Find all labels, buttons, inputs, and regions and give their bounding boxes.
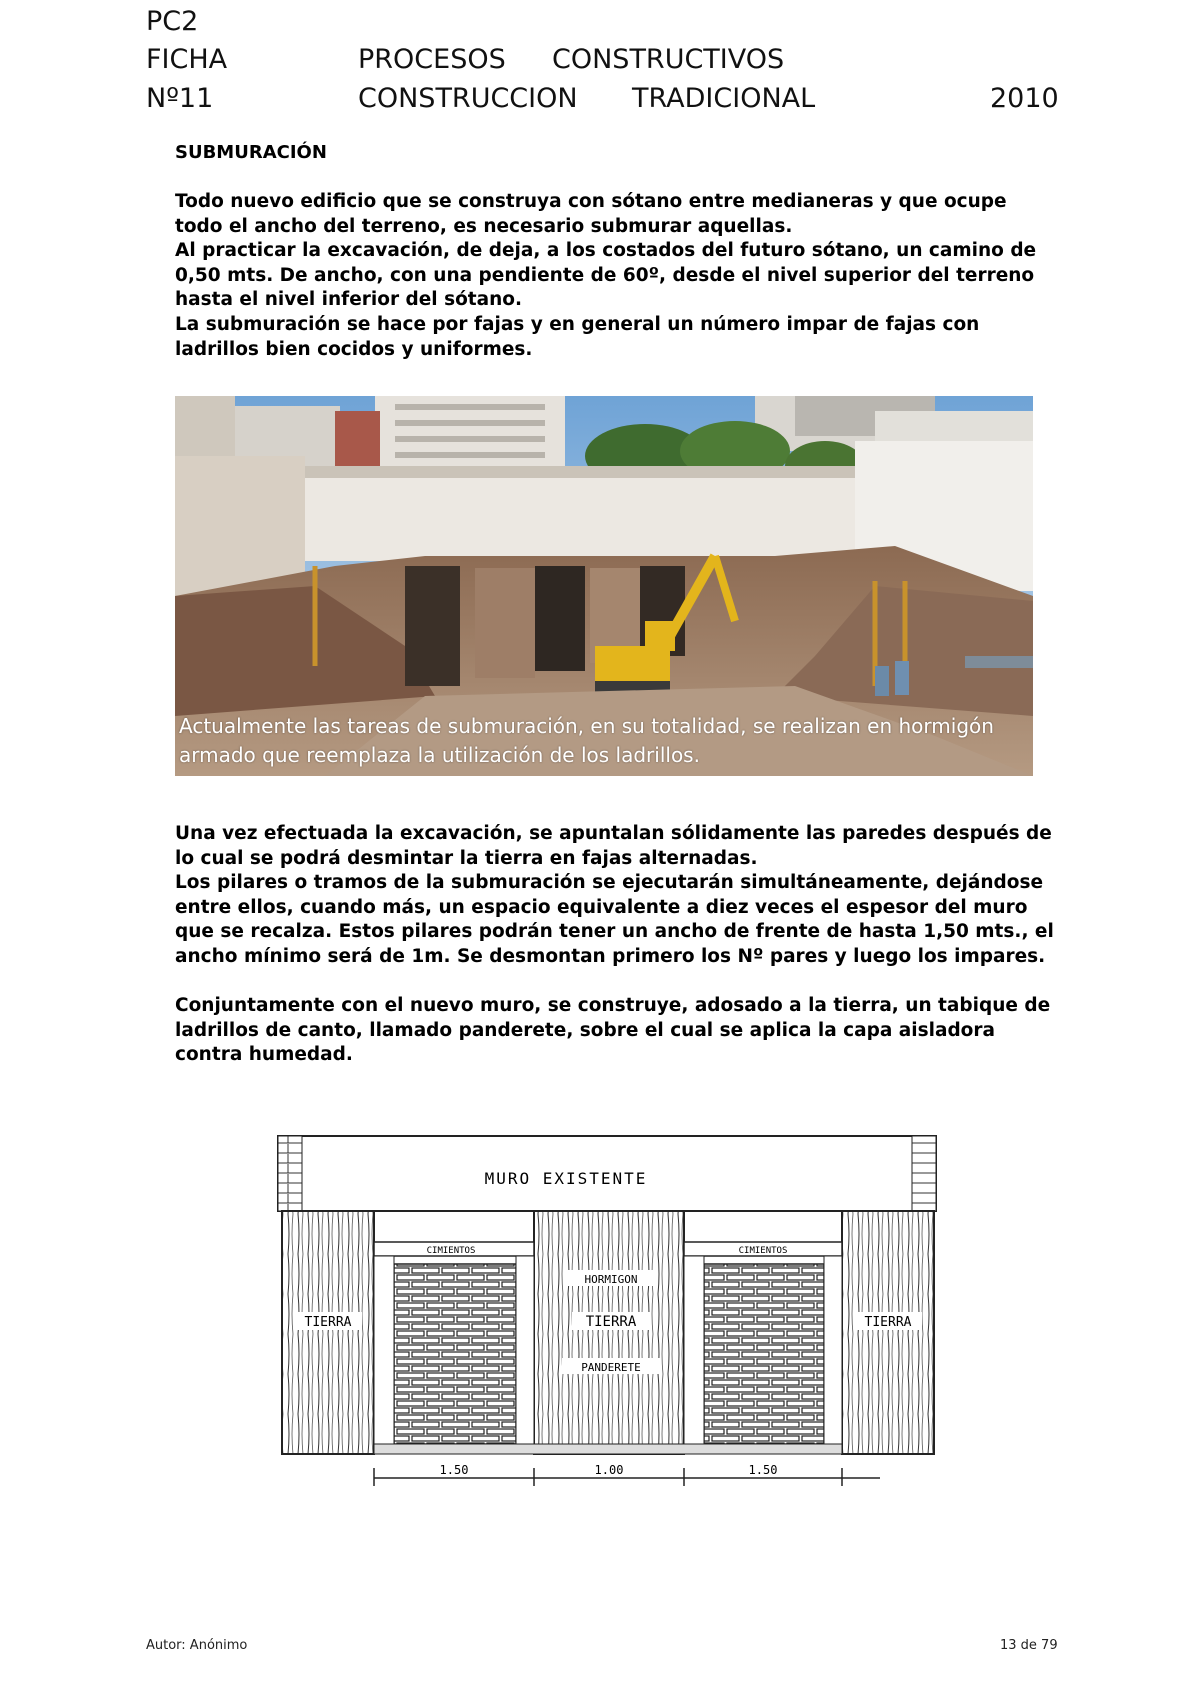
brick-pillar-right <box>704 1264 824 1444</box>
header-year: 2010 <box>990 83 1059 114</box>
header-title-constructivos: CONSTRUCTIVOS <box>552 44 785 75</box>
earth-right <box>842 1211 934 1454</box>
header-pc2: PC2 <box>146 6 199 37</box>
tierra-left-label: TIERRA <box>304 1315 352 1330</box>
header-title-procesos: PROCESOS <box>358 44 506 75</box>
cimientos-right-label: CIMIENTOS <box>738 1246 788 1256</box>
hormigon-label: HORMIGON <box>584 1273 638 1286</box>
intro-text <box>175 190 1055 362</box>
tierra-center-label: TIERRA <box>585 1314 637 1330</box>
footer-author: Autor: Anónimo <box>146 1638 248 1653</box>
muro-existente-label: MURO EXISTENTE <box>484 1169 648 1188</box>
intro-paragraph-1: Todo nuevo edificio que se construya con sótano entre medianeras y que ocupe todo el ancho del terreno, es necesario submurar aquellas. <box>175 191 1007 237</box>
photo-caption: Actualmente las tareas de submuración, en su totalidad, se realizan en hormigón armado que reemplaza la utilización de los ladrillos. <box>179 714 994 767</box>
excavation-photo <box>175 396 1033 776</box>
header-ficha-label: FICHA <box>146 44 228 75</box>
body-paragraph-2: Los pilares o tramos de la submuración se ejecutarán simultáneamente, dejándose entre ellos, cuando más, un espacio equivalente a diez veces el espesor del muro que se recalza. Estos pilares podrán tener un ancho de frente de hasta 1,50 mts., el ancho mínimo será de 1m. Se desmontan primero los Nº pares y luego los impares. <box>175 872 1054 967</box>
closing-text <box>175 994 1055 1068</box>
intro-paragraph-2: Al practicar la excavación, de deja, a los costados del futuro sótano, un camino de 0,50 mts. De ancho, con una pendiente de 60º, desde el nivel superior del terreno hasta el nivel inferior del sótano. <box>175 240 1037 311</box>
body-text <box>175 822 1055 970</box>
earth-left <box>282 1211 374 1454</box>
header-title-construccion: CONSTRUCCION <box>358 83 578 114</box>
intro-paragraph-3: La submuración se hace por fajas y en general un número impar de fajas con ladrillos bien cocidos y uniformes. <box>175 313 980 360</box>
dimension-3: 1.50 <box>748 1463 778 1477</box>
header-title-tradicional: TRADICIONAL <box>632 83 816 114</box>
footer-page-number: 13 de 79 <box>1000 1638 1058 1653</box>
cimientos-left-label: CIMIENTOS <box>426 1246 476 1256</box>
body-paragraph-1: Una vez efectuada la excavación, se apuntalan sólidamente las paredes después de lo cual se podrá desmintar la tierra en fajas alternadas. <box>175 823 1052 869</box>
closing-paragraph: Conjuntamente con el nuevo muro, se construye, adosado a la tierra, un tabique de ladrillos de canto, llamado panderete, sobre el cual se aplica la capa aisladora contra humedad. <box>175 995 1051 1066</box>
earth-center <box>534 1211 684 1454</box>
dimension-1: 1.50 <box>439 1463 469 1477</box>
panderete-label: PANDERETE <box>581 1361 641 1374</box>
brick-pillar-left <box>394 1264 516 1444</box>
header-ficha-number: Nº11 <box>146 83 214 114</box>
submuracion-diagram <box>276 1134 938 1499</box>
section-title: SUBMURACIÓN <box>175 142 327 163</box>
dimension-2: 1.00 <box>594 1463 624 1477</box>
tierra-right-label: TIERRA <box>864 1315 912 1330</box>
